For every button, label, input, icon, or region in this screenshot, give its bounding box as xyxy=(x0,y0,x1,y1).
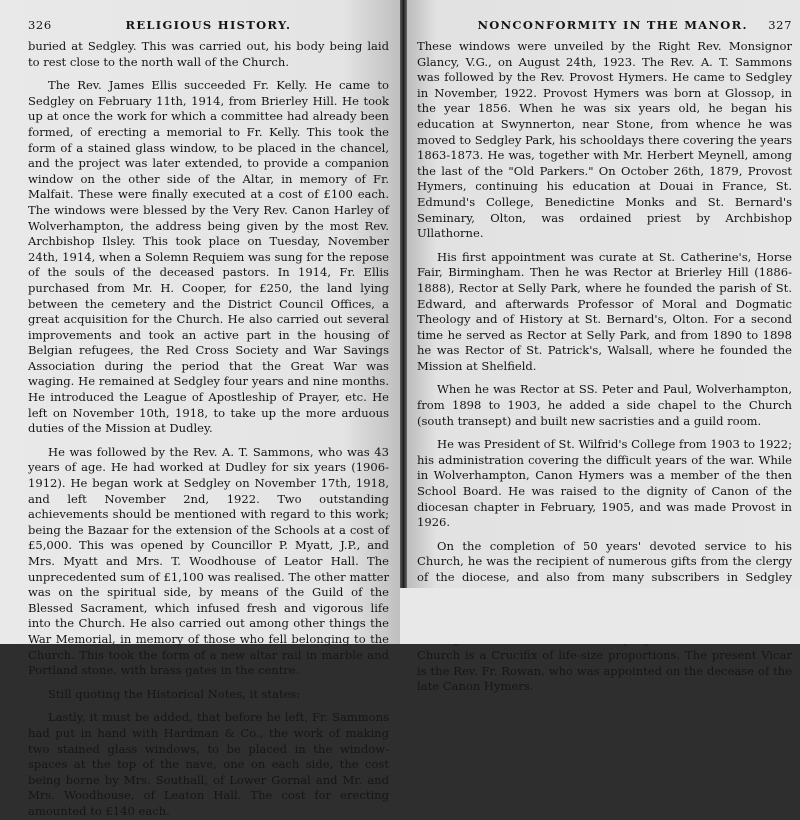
book-gutter xyxy=(400,0,407,644)
right-running-head xyxy=(417,18,792,39)
right-paragraph-3: When he was Rector at SS. Peter and Paul, Wolverhampton, from 1898 to 1903, he added a side chapel to the Church (south transept) and built new sacristies and a guild room. xyxy=(417,382,792,428)
right-page-number: 327 xyxy=(768,18,792,32)
left-paragraph-4: Still quoting the Historical Notes, it states: xyxy=(48,686,301,701)
right-paragraph-1: These windows were unveiled by the Right Rev. Monsignor Glancy, V.G., on August 24th, 1923. The Rev. A. T. Sammons was followed by the Rev. Provost Hymers. He came to Sedgley in November, 1922. Provost Hymers was born at Glossop, in the year 1856. When he was six years old, he began his education at Swynnerton, near Stone, from whence he was moved to Sedgley Park, his schooldays there covering the years 1863-1873. He was, together with Mr. Herbert Meynell, among the last of the "Old Parkers." On October 26th, 1879, Provost Hymers, continuing his education at Douai in France, St. Edmund's College, Benedictine Monks and St. Bernard's Seminary, Olton, was ordained priest by Archbishop Ullathorne. xyxy=(417,39,792,241)
left-paragraph-1: buried at Sedgley. This was carried out, his body being laid to rest close to the north wall of the Church. xyxy=(28,39,389,69)
left-page-number: 326 xyxy=(28,18,52,32)
bottom-blank-area xyxy=(400,588,800,644)
left-paragraph-2: The Rev. James Ellis succeeded Fr. Kelly. He came to Sedgley on February 11th, 1914, from Brierley Hill. He took up at once the work for which a committee had already been formed, of erecting a memorial to Fr. Kelly. This took the form of a stained glass window, to be placed in the chancel, and the project was later extended, to provide a companion window on the other side of the Altar, in memory of Fr. Malfait. These were finally executed at a cost of £100 each. The windows were blessed by the Very Rev. Canon Harley of Wolverhampton, the address being given by the most Rev. Archbishop Ilsley. This took place on Tuesday, November 24th, 1914, when a Solemn Requiem was sung for the repose of the souls of the deceased pastors. In 1914, Fr. Ellis purchased from Mr. H. Cooper, for £250, the land lying between the cemetery and the District Council Offices, a great acquisition for the Church. He also carried out several improvements and took an active part in the housing of Belgian refugees, the Red Cross Society and War Savings Association during the period that the Great War was waging. He remained at Sedgley four years and nine months. He introduced the League of Apostleship of Prayer, etc. He left on November 10th, 1918, to take up the more arduous duties of the Mission at Dudley. xyxy=(28,78,389,436)
left-running-title: RELIGIOUS HISTORY. xyxy=(125,18,292,32)
right-paragraph-5: On the completion of 50 years' devoted service to his Church, he was the recipient of numerous gifts from the clergy of the diocese, and also from many subscribers in Sedgley Church is a Crucifix of life-size proportions. The present Vicar is the Rev. Fr. Rowan, who was appointed on the decease of the late Canon Hymers. xyxy=(417,538,792,694)
right-paragraph-2: His first appointment was curate at St. Catherine's, Horse Fair, Birmingham. Then he was Rector at Brierley Hill (1886-1888), Rector at Selly Park, where he founded the parish of St. Edward, and afterwards Professor of Moral and Dogmatic Theology and of History at St. Bernard's, Olton. For a second time he served as Rector at Selly Park, and from 1890 to 1898 he was Rector of St. Patrick's, Walsall, where he founded the Mission at Shelfield. xyxy=(417,249,792,373)
left-paragraph-5: Lastly, it must be added, that before he left, Fr. Sammons had put in hand with Hardman & Co., the work of making two stained glass windows, to be placed in the window-spaces at the top of the nave, one on each side, the cost being borne by Mrs. Southall, of Lower Gornal and Mr. and Mrs. Woodhouse, of Leaton Hall. The cost for erecting amounted to £140 each. xyxy=(28,710,389,818)
right-paragraph-4: He was President of St. Wilfrid's College from 1903 to 1922; his administration covering the difficult years of the war. While in Wolverhampton, Canon Hymers was a member of the then School Board. He was raised to the dignity of Canon of the diocesan chapter in February, 1905, and was made Provost in 1926. xyxy=(417,437,792,530)
left-running-head xyxy=(28,18,389,39)
right-running-title: NONCONFORMITY IN THE MANOR. xyxy=(477,18,748,32)
left-paragraph-3: He was followed by the Rev. A. T. Sammons, who was 43 years of age. He had worked at Dudley for six years (1906-1912). He began work at Sedgley on November 17th, 1918, and left November 2nd, 1922. Two outstanding achievements should be mentioned with regard to this work; being the Bazaar for the extension of the Schools at a cost of £5,000. This was opened by Councillor P. Myatt, J.P., and Mrs. Myatt and Mrs. T. Woodhouse of Leator Hall. The unprecedented sum of £1,100 was realised. The other matter was on the spiritual side, by means of the Guild of the Blessed Sacrament, which infused fresh and vigorous life into the Church. He also carried out among other things the War Memorial, in memory of those who fell belonging to the Church. This took the form of a new altar rail in marble and Portland stone, with brass gates in the centre. xyxy=(28,444,389,678)
right-page xyxy=(405,0,800,694)
left-text-column xyxy=(28,39,389,820)
